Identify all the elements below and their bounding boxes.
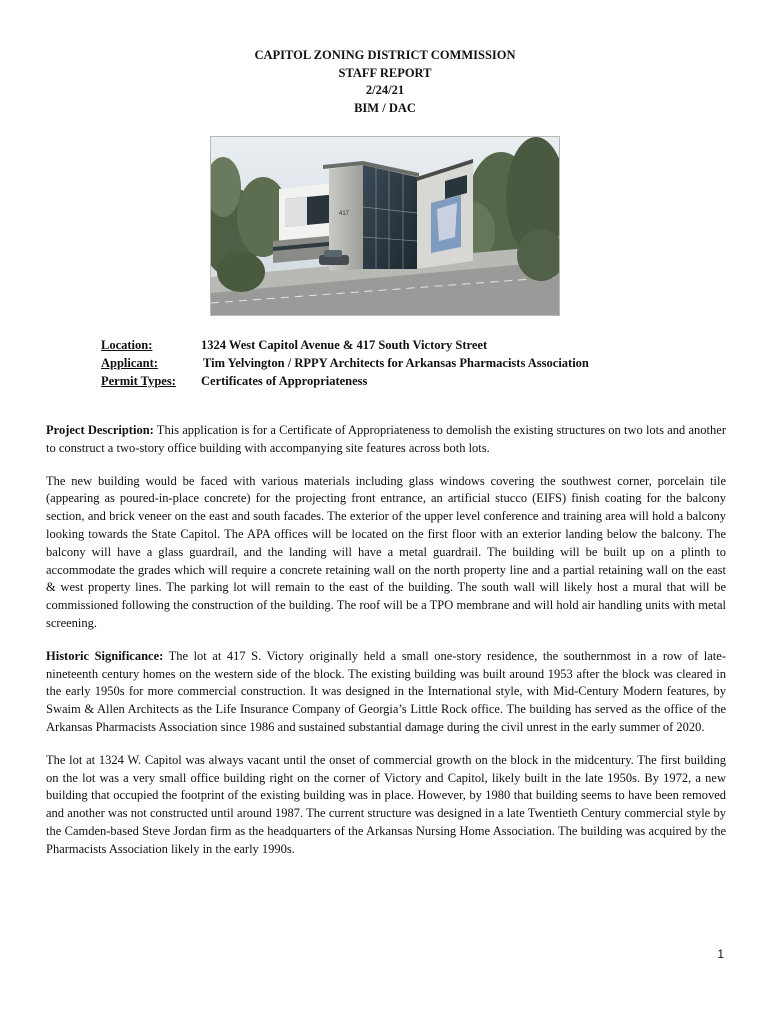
- page-number: 1: [717, 947, 724, 961]
- report-body: [46, 422, 726, 874]
- permit-value: Certificates of Appropriateness: [201, 374, 368, 388]
- historic-significance-text: The lot at 417 S. Victory originally held a small one-story residence, the southernmost in a row of late-nineteenth century homes on the western side of the block. The existing building was built around 1953 after the block was cleared in the early 1950s for more commercial construction. It was designed in the International style, with Mid-Century Modern features, by Swaim & Allen Architects as the Life Insurance Company of Georgia’s Little Rock office. The building has served as the office of the Arkansas Pharmacists Association since 1986 and sustained substantial damage during the civil unrest in the early summer of 2020.: [46, 648, 726, 734]
- rendering-illustration: [211, 137, 559, 315]
- project-description-text: This application is for a Certificate of Appropriateness to demolish the existing structures on two lots and another to construct a two-story office building with accompanying site features across both lots.: [46, 423, 726, 455]
- project-description-paragraph: [46, 422, 726, 458]
- report-header: [0, 47, 770, 117]
- address-number: 417: [339, 211, 350, 217]
- permit-label: Permit Types:: [101, 374, 176, 388]
- project-description-label: Project Description:: [46, 423, 154, 437]
- location-label: Location:: [101, 338, 153, 352]
- historic-significance-paragraph: [46, 648, 726, 737]
- building-rendering: [210, 136, 560, 316]
- report-date: 2/24/21: [365, 83, 405, 97]
- applicant-value: Tim Yelvington / RPPY Architects for Arkansas Pharmacists Association: [203, 356, 589, 370]
- commission-title: CAPITOL ZONING DISTRICT COMMISSION: [254, 48, 516, 62]
- staff-initials: BIM / DAC: [354, 100, 416, 115]
- location-value: 1324 West Capitol Avenue & 417 South Victory Street: [201, 338, 488, 352]
- new-building-paragraph: The new building would be faced with various materials including glass windows covering the southwest corner, porcelain tile (appearing as poured-in-place concrete) for the projecting front entrance, an artificial stucco (EIFS) finish coating for the balcony section, and brick veneer on the east and south facades. The exterior of the upper level conference and training area will hold a balcony looking towards the State Capitol. The APA offices will be located on the first floor with an exterior landing below the balcony. The balcony will have a glass guardrail, and the landing will have a metal guardrail. The building will be built up on a plinth to accommodate the grades which will require a concrete retaining wall on the north property line and a partial retaining wall on the east & west property lines. The parking lot will remain to the east of the building. The south wall will likely host a mural that will be commissioned following the construction of the building. The roof will be a TPO membrane and will hold air handling units with metal screening.: [46, 473, 726, 630]
- report-type: STAFF REPORT: [338, 65, 432, 80]
- historic-significance-label: Historic Significance:: [46, 648, 164, 663]
- applicant-label: Applicant:: [101, 356, 158, 370]
- lot-history-paragraph: The lot at 1324 W. Capitol was always vacant until the onset of commercial growth on the block in the midcentury. The first building on the lot was a very small office building right on the corner of Victory and Capitol, likely built in the late 1950s. By 1972, a new building that occupied the footprint of the existing building was in place. However, by 1980 that building seems to have been removed and another was not constructed until around 1987. The current structure was designed in a late Twentieth Century commercial style by the Camden-based Steve Jordan firm as the headquarters of the Arkansas Nursing Home Association. The building was acquired by the Pharmacists Association likely in the early 1990s.: [46, 752, 726, 856]
